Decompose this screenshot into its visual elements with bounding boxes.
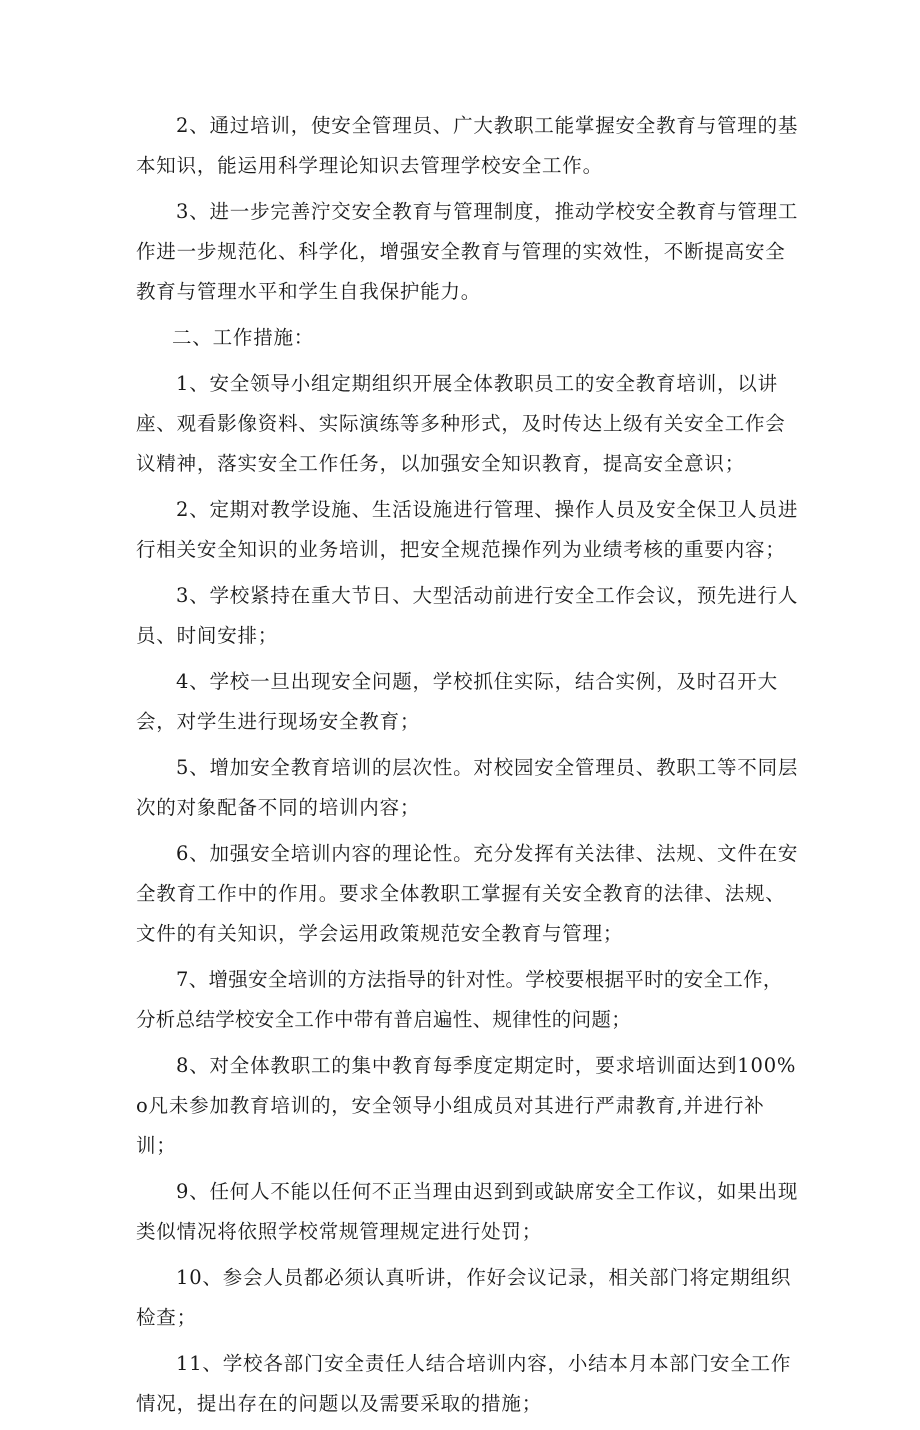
document-body bbox=[136, 106, 800, 1430]
paragraph-measure-8: 8、对全体教职工的集中教育每季度定期定时，要求培训面达到100%o凡未参加教育培训的，安全领导小组成员对其进行严肃教育,并进行补训； bbox=[136, 1054, 797, 1157]
paragraph-measure-6: 6、加强安全培训内容的理论性。充分发挥有关法律、法规、文件在安全教育工作中的作用。要求全体教职工掌握有关安全教育的法律、法规、文件的有关知识，学会运用政策规范安全教育与管理； bbox=[136, 842, 799, 945]
paragraph-measure-5: 5、增加安全教育培训的层次性。对校园安全管理员、教职工等不同层次的对象配备不同的培训内容； bbox=[136, 756, 799, 819]
paragraph-measure-10: 10、参会人员都必须认真听讲，作好会议记录，相关部门将定期组织检查； bbox=[136, 1266, 792, 1329]
paragraph-measure-4: 4、学校一旦出现安全问题，学校抓住实际，结合实例，及时召开大会，对学生进行现场安全教育； bbox=[136, 670, 778, 733]
paragraph-measure-7: 7、增强安全培训的方法指导的针对性。学校要根据平时的安全工作，分析总结学校安全工作中带有普启遍性、规律性的问题； bbox=[136, 968, 783, 1031]
paragraph-measure-11: 11、学校各部门安全责任人结合培训内容，小结本月本部门安全工作情况，提出存在的问题以及需要采取的措施； bbox=[136, 1352, 792, 1415]
paragraph-measure-1: 1、安全领导小组定期组织开展全体教职员工的安全教育培训，以讲座、观看影像资料、实际演练等多种形式，及时传达上级有关安全工作会议精神，落实安全工作任务，以加强安全知识教育，提高安全意识； bbox=[136, 372, 786, 475]
paragraph-training-goal-2: 2、通过培训，使安全管理员、广大教职工能掌握安全教育与管理的基本知识，能运用科学理论知识去管理学校安全工作。 bbox=[136, 114, 799, 177]
section-heading-measures: 二、工作措施： bbox=[172, 326, 315, 349]
paragraph-measure-3: 3、学校紧持在重大节日、大型活动前进行安全工作会议，预先进行人员、时间安排； bbox=[136, 584, 799, 647]
paragraph-training-goal-3: 3、进一步完善泞交安全教育与管理制度，推动学校安全教育与管理工作进一步规范化、科学化，增强安全教育与管理的实效性，不断提高安全教育与管理水平和学生自我保护能力。 bbox=[136, 200, 799, 303]
paragraph-measure-9: 9、任何人不能以任何不正当理由迟到到或缺席安全工作议，如果出现类似情况将依照学校常规管理规定进行处罚； bbox=[136, 1180, 799, 1243]
paragraph-measure-2: 2、定期对教学设施、生活设施进行管理、操作人员及安全保卫人员进行相关安全知识的业务培训，把安全规范操作列为业绩考核的重要内容； bbox=[136, 498, 799, 561]
